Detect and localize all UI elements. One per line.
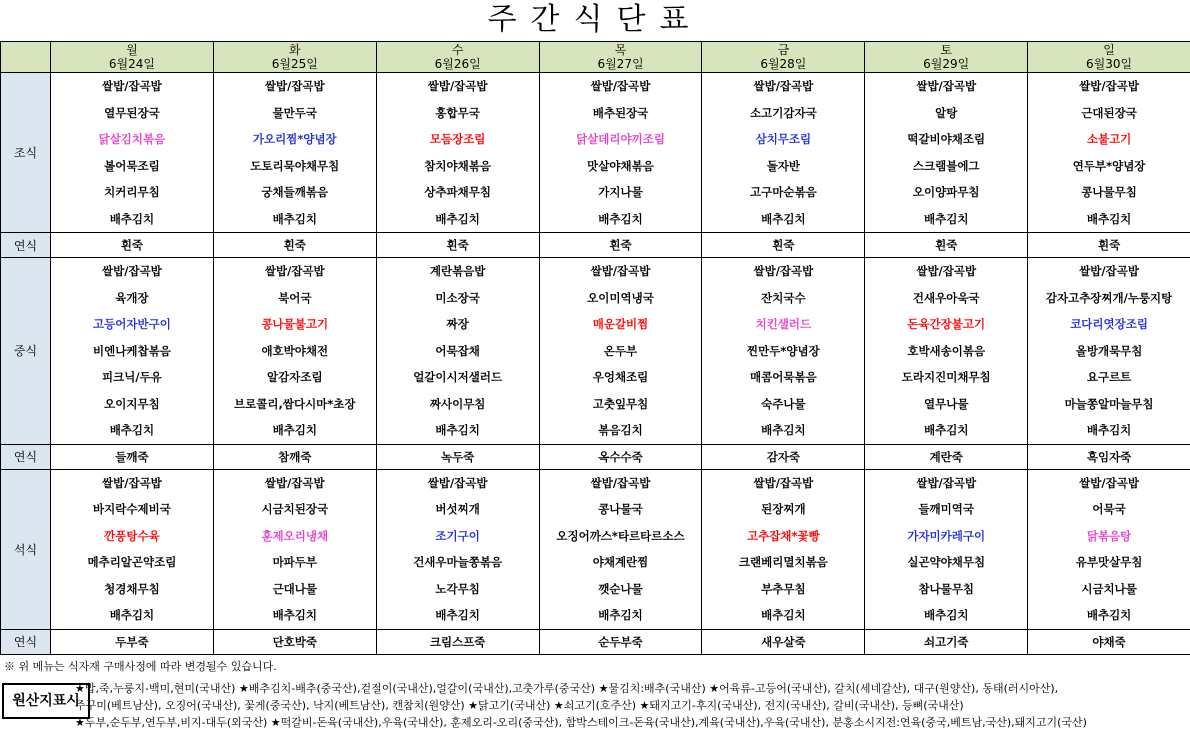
- menu-item: 청경채무침: [104, 581, 160, 596]
- menu-item: 올방개묵무침: [1075, 343, 1143, 358]
- menu-item: 짜장: [446, 317, 469, 331]
- lunch-cell: [539, 258, 702, 445]
- header-corner: [1, 42, 51, 73]
- menu-item: 배추김치: [272, 211, 317, 226]
- day-name: 월: [126, 43, 138, 57]
- menu-item: 가오리찜*양념장: [252, 132, 337, 146]
- day-date: 6월24일: [108, 57, 155, 71]
- day-name: 일: [1103, 43, 1115, 57]
- origin-info: [75, 680, 1190, 731]
- menu-item: 얼갈이시저샐러드: [413, 370, 503, 384]
- menu-item: 떡갈비야채조림: [907, 132, 986, 146]
- breakfast-cell: [865, 73, 1028, 233]
- lunch-cell: [213, 258, 376, 445]
- menu-item: 숙주나물: [761, 396, 806, 411]
- soft-meal-item: 야채죽: [1028, 629, 1190, 654]
- menu-item: 치커리무침: [104, 185, 160, 199]
- menu-item: 오이미역냉국: [587, 290, 654, 305]
- menu-item: 배추김치: [272, 608, 317, 622]
- day-header: [51, 42, 214, 73]
- breakfast-cell: [539, 73, 702, 233]
- day-name: 토: [940, 43, 953, 57]
- menu-item: 실곤약야채무침: [907, 555, 986, 569]
- meal-label-soft-2: 연식: [1, 444, 51, 469]
- menu-item: 오징어까스*타르타르소스: [556, 528, 685, 543]
- breakfast-cell: [1028, 73, 1190, 233]
- meal-label-dinner: 석식: [1, 469, 51, 629]
- menu-item: 치킨샐러드: [755, 317, 812, 331]
- menu-item: 부추무침: [761, 581, 806, 596]
- menu-item: 매운갈비찜: [592, 317, 649, 331]
- menu-item: 배추김치: [435, 423, 480, 437]
- soft-meal-row-1: [1, 233, 1190, 258]
- menu-item: 닭살데리야끼조림: [576, 132, 665, 146]
- meal-label-soft-1: 연식: [1, 233, 51, 258]
- menu-item: 호박새송이볶음: [907, 343, 986, 358]
- origin-line-2: 주꾸미(베트남산), 오징어(국내산), 꽃게(중국산), 낙지(베트남산), 캔참치(원양산) ★닭고기(국내산) ★쇠고기(호주산) ★돼지고기-후지(국내산), 전지(국내산), 갈비(국내산), 등뼈(국내산): [75, 699, 964, 712]
- menu-item: 우엉채조림: [592, 370, 649, 384]
- menu-item: 쌀밥/잡곡밥: [264, 79, 325, 93]
- day-date: 6월30일: [1086, 57, 1133, 71]
- breakfast-cell: [376, 73, 539, 233]
- menu-item: 쌀밥/잡곡밥: [753, 79, 814, 93]
- dinner-cell: [213, 469, 376, 629]
- meal-label-breakfast: 조식: [1, 73, 51, 233]
- menu-item: 깻순나물: [598, 581, 643, 596]
- menu-item: 쌀밥/잡곡밥: [590, 264, 651, 278]
- menu-item: 배추김치: [761, 423, 806, 437]
- menu-item: 맛살야채볶음: [587, 158, 654, 173]
- menu-item: 배추김치: [761, 211, 806, 226]
- soft-meal-item: 흰죽: [1028, 233, 1190, 258]
- menu-item: 고등어자반구이: [93, 317, 171, 331]
- menu-item: 삼치무조림: [755, 132, 812, 146]
- menu-item: 배추김치: [435, 211, 480, 226]
- lunch-cell: [702, 258, 865, 445]
- menu-item: 배추김치: [109, 211, 155, 226]
- menu-item: 알탕: [935, 105, 958, 120]
- menu-item: 배추김치: [435, 608, 480, 622]
- menu-item: 열무나물: [924, 396, 969, 411]
- menu-item: 배추김치: [924, 423, 969, 437]
- menu-item: 건새우마늘쫑볶음: [413, 555, 503, 569]
- menu-item: 오이지무침: [104, 396, 160, 411]
- origin-line-3: ★두부,순두부,연두부,비지-대두(외국산) ★떡갈비-돈육(국내산),우육(국내산), 훈제오리-오리(중국산), 함박스테이크-돈육(국내산),계육(국내산),우육(국내산), 분홍소시지전:연육(중국,베트남,국산),돼지고기(국산): [75, 716, 1087, 729]
- menu-item: 쌀밥/잡곡밥: [1079, 264, 1139, 278]
- menu-item: 배추김치: [924, 608, 969, 622]
- menu-item: 버섯찌개: [435, 502, 480, 516]
- soft-meal-item: 흰죽: [376, 233, 539, 258]
- menu-item: 바지락수제비국: [93, 502, 171, 516]
- menu-item: 오이양파무침: [912, 185, 980, 199]
- menu-item: 스크램블에그: [912, 158, 980, 173]
- menu-item: 쌀밥/잡곡밥: [753, 475, 814, 490]
- menu-item: 시금치된장국: [261, 502, 329, 516]
- day-header: [1028, 42, 1190, 73]
- soft-meal-item: 흰죽: [539, 233, 702, 258]
- soft-meal-item: 참깨죽: [213, 444, 376, 469]
- menu-item: 메추리알곤약조림: [87, 555, 177, 569]
- soft-meal-item: 두부죽: [51, 629, 214, 654]
- dinner-cell: [865, 469, 1028, 629]
- menu-item: 배추김치: [272, 423, 317, 437]
- lunch-cell: [865, 258, 1028, 445]
- menu-item: 잔치국수: [761, 290, 806, 305]
- lunch-row: [1, 258, 1190, 445]
- day-header-row: [1, 42, 1190, 73]
- dinner-cell: [376, 469, 539, 629]
- soft-meal-row-3: [1, 629, 1190, 654]
- menu-item: 고춧잎무침: [592, 396, 649, 411]
- menu-item: 배추김치: [109, 423, 155, 437]
- dinner-cell: [702, 469, 865, 629]
- soft-meal-item: 크림스프죽: [376, 629, 539, 654]
- menu-item: 배추김치: [761, 608, 806, 622]
- menu-item: 배추김치: [598, 608, 643, 622]
- menu-item: 근대나물: [272, 581, 317, 596]
- menu-item: 근대된장국: [1081, 105, 1137, 120]
- menu-item: 볶음김치: [598, 423, 643, 437]
- menu-item: 도토리묵야채무침: [250, 158, 340, 173]
- soft-meal-item: 새우살죽: [702, 629, 865, 654]
- menu-item: 조기구이: [435, 528, 480, 543]
- menu-item: 도라지진미채무침: [901, 370, 991, 384]
- menu-item: 쌀밥/잡곡밥: [916, 79, 977, 93]
- menu-item: 배추된장국: [592, 105, 649, 120]
- menu-item: 콩나물무침: [1081, 185, 1137, 199]
- menu-item: 쌀밥/잡곡밥: [1079, 79, 1139, 93]
- soft-meal-item: 계란죽: [865, 444, 1028, 469]
- menu-item: 참나물무침: [918, 581, 974, 596]
- menu-item: 온두부: [603, 343, 638, 358]
- menu-item: 유부맛살무침: [1075, 555, 1143, 569]
- menu-item: 찐만두*양념장: [747, 343, 820, 358]
- dinner-cell: [539, 469, 702, 629]
- menu-item: 훈제오리냉채: [261, 528, 329, 543]
- menu-item: 고구마순볶음: [750, 185, 817, 199]
- menu-item: 쌀밥/잡곡밥: [427, 475, 488, 490]
- day-date: 6월29일: [923, 57, 970, 71]
- menu-item: 궁채들깨볶음: [261, 185, 329, 199]
- menu-item: 소불고기: [1086, 132, 1132, 146]
- menu-item: 홍합무국: [435, 105, 480, 120]
- menu-item: 닭볶음탕: [1086, 528, 1132, 543]
- menu-item: 북어국: [278, 290, 312, 305]
- soft-meal-item: 들깨죽: [51, 444, 214, 469]
- menu-item: 야채계란찜: [592, 555, 649, 569]
- menu-item: 모듬장조림: [429, 132, 486, 146]
- soft-meal-item: 순두부죽: [539, 629, 702, 654]
- menu-item: 크랜베리멸치볶음: [738, 555, 828, 569]
- menu-item: 애호박야채전: [261, 343, 329, 358]
- origin-label: 원산지표시: [2, 683, 90, 719]
- menu-change-notice: ※ 위 메뉴는 식자재 구매사정에 따라 변경될수 있습니다.: [4, 660, 277, 673]
- menu-item: 마늘쫑알마늘무침: [1064, 396, 1154, 411]
- menu-item: 마파두부: [272, 555, 317, 569]
- menu-item: 감자고추장찌개/누룽지탕: [1045, 290, 1173, 305]
- soft-meal-item: 흑임자죽: [1028, 444, 1190, 469]
- menu-item: 쌀밥/잡곡밥: [102, 79, 162, 93]
- menu-item: 쌀밥/잡곡밥: [102, 475, 162, 490]
- lunch-cell: [1028, 258, 1190, 445]
- menu-item: 매콤어묵볶음: [750, 370, 817, 384]
- menu-item: 쌀밥/잡곡밥: [916, 264, 977, 278]
- breakfast-cell: [51, 73, 214, 233]
- menu-item: 쌀밥/잡곡밥: [264, 264, 325, 278]
- page-title: 주간식단표: [487, 2, 703, 37]
- lunch-cell: [51, 258, 214, 445]
- menu-item: 짜사이무침: [429, 396, 486, 411]
- day-date: 6월27일: [597, 57, 644, 71]
- menu-item: 배추김치: [109, 608, 155, 622]
- menu-item: 참치야채볶음: [424, 158, 491, 173]
- menu-item: 시금치나물: [1081, 581, 1137, 596]
- menu-item: 콩나물불고기: [261, 317, 329, 331]
- lunch-cell: [376, 258, 539, 445]
- menu-item: 계란볶음밥: [429, 264, 486, 278]
- menu-item: 돈육간장불고기: [907, 317, 986, 331]
- menu-item: 들깨미역국: [918, 502, 974, 516]
- origin-line-1: ★밥,죽,누룽지-백미,현미(국내산) ★배추김치-배추(중국산),겉절이(국내산),얼갈이(국내산),고춧가루(중국산) ★물김치:배추(국내산) ★어육류-고등어(국내산), 갈치(세네갈산), 대구(원양산), 동태(러시아산),: [75, 682, 1059, 695]
- menu-item: 배추김치: [1086, 423, 1132, 437]
- day-header: [376, 42, 539, 73]
- menu-item: 배추김치: [924, 211, 969, 226]
- breakfast-cell: [213, 73, 376, 233]
- dinner-row: [1, 469, 1190, 629]
- menu-item: 알감자조림: [267, 370, 323, 384]
- menu-item: 볼어묵조림: [104, 158, 160, 173]
- soft-meal-item: 흰죽: [702, 233, 865, 258]
- day-name: 금: [777, 43, 790, 57]
- meal-label-lunch: 중식: [1, 258, 51, 445]
- soft-meal-item: 흰죽: [51, 233, 214, 258]
- menu-item: 브로콜리,쌈다시마*초장: [234, 396, 356, 411]
- day-name: 목: [614, 43, 627, 57]
- menu-item: 건새우아욱국: [912, 290, 980, 305]
- menu-item: 가지나물: [598, 185, 643, 199]
- menu-item: 배추김치: [1086, 608, 1132, 622]
- menu-item: 열무된장국: [104, 105, 160, 120]
- breakfast-row: [1, 73, 1190, 233]
- weekly-menu-table: [0, 41, 1190, 655]
- menu-item: 쌀밥/잡곡밥: [590, 475, 651, 490]
- menu-item: 배추김치: [1086, 211, 1132, 226]
- day-date: 6월28일: [760, 57, 807, 71]
- soft-meal-item: 옥수수죽: [539, 444, 702, 469]
- menu-item: 미소장국: [435, 290, 480, 305]
- soft-meal-item: 흰죽: [865, 233, 1028, 258]
- menu-item: 피크닉/두유: [102, 370, 162, 384]
- menu-item: 배추김치: [598, 211, 643, 226]
- day-name: 수: [451, 43, 464, 57]
- menu-item: 육개장: [115, 290, 149, 305]
- menu-item: 연두부*양념장: [1072, 158, 1146, 173]
- menu-item: 깐풍탕수육: [104, 528, 160, 543]
- day-header: [865, 42, 1028, 73]
- menu-item: 콩나물국: [598, 502, 643, 516]
- soft-meal-item: 감자죽: [702, 444, 865, 469]
- menu-item: 비엔나케찹볶음: [93, 343, 171, 358]
- dinner-cell: [51, 469, 214, 629]
- menu-item: 닭살김치볶음: [98, 132, 166, 146]
- menu-item: 쌀밥/잡곡밥: [102, 264, 162, 278]
- day-date: 6월26일: [434, 57, 481, 71]
- day-header: [702, 42, 865, 73]
- day-date: 6월25일: [271, 57, 318, 71]
- dinner-cell: [1028, 469, 1190, 629]
- menu-item: 쌀밥/잡곡밥: [916, 475, 977, 490]
- menu-item: 물만두국: [272, 105, 317, 120]
- day-header: [539, 42, 702, 73]
- menu-item: 어묵국: [1092, 502, 1126, 516]
- menu-item: 돌자반: [766, 158, 801, 173]
- menu-item: 쌀밥/잡곡밥: [264, 475, 325, 490]
- menu-item: 쌀밥/잡곡밥: [753, 264, 814, 278]
- soft-meal-item: 단호박죽: [213, 629, 376, 654]
- menu-item: 쌀밥/잡곡밥: [590, 79, 651, 93]
- menu-item: 고추잡채*꽃빵: [747, 528, 820, 543]
- menu-item: 코다리엿장조림: [1070, 317, 1148, 331]
- menu-item: 소고기감자국: [750, 105, 817, 120]
- menu-item: 노각무침: [435, 581, 480, 596]
- menu-item: 상추파채무침: [424, 185, 491, 199]
- menu-item: 된장찌개: [761, 502, 806, 516]
- breakfast-cell: [702, 73, 865, 233]
- soft-meal-row-2: [1, 444, 1190, 469]
- menu-item: 어묵잡채: [435, 343, 480, 358]
- day-name: 화: [288, 43, 301, 57]
- menu-item: 요구르트: [1086, 370, 1132, 384]
- meal-label-soft-3: 연식: [1, 629, 51, 654]
- soft-meal-item: 녹두죽: [376, 444, 539, 469]
- day-header: [213, 42, 376, 73]
- soft-meal-item: 흰죽: [213, 233, 376, 258]
- soft-meal-item: 쇠고기죽: [865, 629, 1028, 654]
- menu-item: 가자미카레구이: [907, 528, 986, 543]
- menu-item: 쌀밥/잡곡밥: [1079, 475, 1139, 490]
- menu-item: 쌀밥/잡곡밥: [427, 79, 488, 93]
